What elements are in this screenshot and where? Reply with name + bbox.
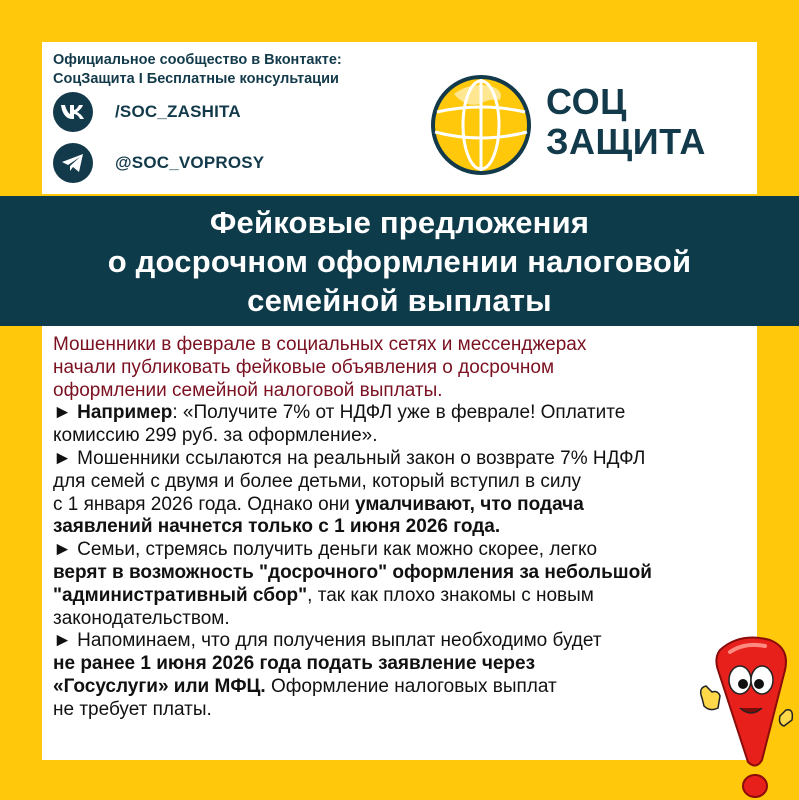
title-line-2: о досрочном оформлении налоговой: [107, 243, 692, 279]
intro-line: Мошенники в феврале в социальных сетях и мессенджерах: [53, 334, 587, 355]
paragraph-line: [53, 630, 753, 653]
bullet-icon: ►: [53, 539, 72, 561]
globe-logo-icon: [430, 74, 532, 176]
logo-line-1: СОЦ: [546, 81, 627, 122]
paragraph-line: [53, 516, 753, 539]
text-span: Мошенники ссылаются на реальный закон о возврате 7% НДФЛ: [77, 447, 646, 469]
paragraph-line: [53, 562, 753, 585]
title-banner: [0, 196, 799, 326]
bold-text: «Госуслуги» или МФЦ.: [53, 675, 266, 697]
title-line-1: Фейковые предложения: [209, 204, 590, 240]
paragraph-line: [53, 653, 753, 676]
telegram-handle: @SOC_VOPROSY: [115, 153, 265, 172]
telegram-icon: [53, 143, 93, 183]
paragraph-line: [53, 402, 753, 425]
vk-icon: [53, 92, 93, 132]
intro-line: начали публиковать фейковые объявления о досрочном: [53, 356, 555, 378]
paragraph-line: [53, 539, 753, 562]
article-body: [53, 334, 753, 722]
title-line-3: семейной выплаты: [247, 282, 552, 318]
community-line-2: СоцЗащита I Бесплатные консультации: [53, 71, 339, 87]
bold-text: верят в возможность "досрочного" оформления за небольшой: [53, 561, 652, 583]
paragraph-line: комиссию 299 руб. за оформление».: [53, 425, 378, 447]
paragraph-line: [53, 585, 753, 608]
text-span: , так как плохо знакомы с новым: [307, 584, 594, 606]
paragraph-line: не требует платы.: [53, 698, 212, 720]
bold-text: Например: [77, 402, 173, 424]
text-span: Оформление налоговых выплат: [265, 675, 557, 697]
intro-line: оформлении семейной налоговой выплаты.: [53, 379, 443, 401]
logo-line-2: ЗАЩИТА: [546, 121, 706, 162]
bullet-icon: ►: [53, 402, 72, 424]
text-span: Семьи, стремясь получить деньги как можно скорее, легко: [77, 539, 598, 561]
bold-text: "административный сбор": [53, 584, 308, 606]
exclamation-mascot-icon: [690, 630, 795, 800]
telegram-link[interactable]: [53, 143, 264, 183]
bullet-icon: ►: [53, 447, 72, 469]
community-line-1: Официальное сообщество в Вконтакте:: [53, 52, 342, 68]
logo-wordmark: [546, 82, 706, 162]
community-caption: [53, 51, 342, 89]
vk-handle: /SOC_ZASHITA: [115, 102, 241, 121]
text-span: : «Получите 7% от НДФЛ уже в феврале! Оплатите: [172, 402, 626, 424]
paragraph-line: для семей с двумя и более детьми, который вступил в силу: [53, 470, 582, 492]
text-span: Напоминаем, что для получения выплат необходимо будет: [77, 630, 602, 652]
paragraph-line: [53, 448, 753, 471]
bold-text: заявлений начнется только с 1 июня 2026 года.: [53, 516, 501, 538]
bold-text: не ранее 1 июня 2026 года подать заявление через: [53, 653, 536, 675]
bold-text: умалчивают, что подача: [355, 493, 584, 515]
paragraph-line: законодательством.: [53, 607, 230, 629]
bullet-icon: ►: [53, 630, 72, 652]
paragraph-line: [53, 676, 753, 699]
vk-link[interactable]: [53, 92, 241, 132]
paragraph-line: [53, 494, 753, 517]
text-span: с 1 января 2026 года. Однако они: [53, 493, 356, 515]
